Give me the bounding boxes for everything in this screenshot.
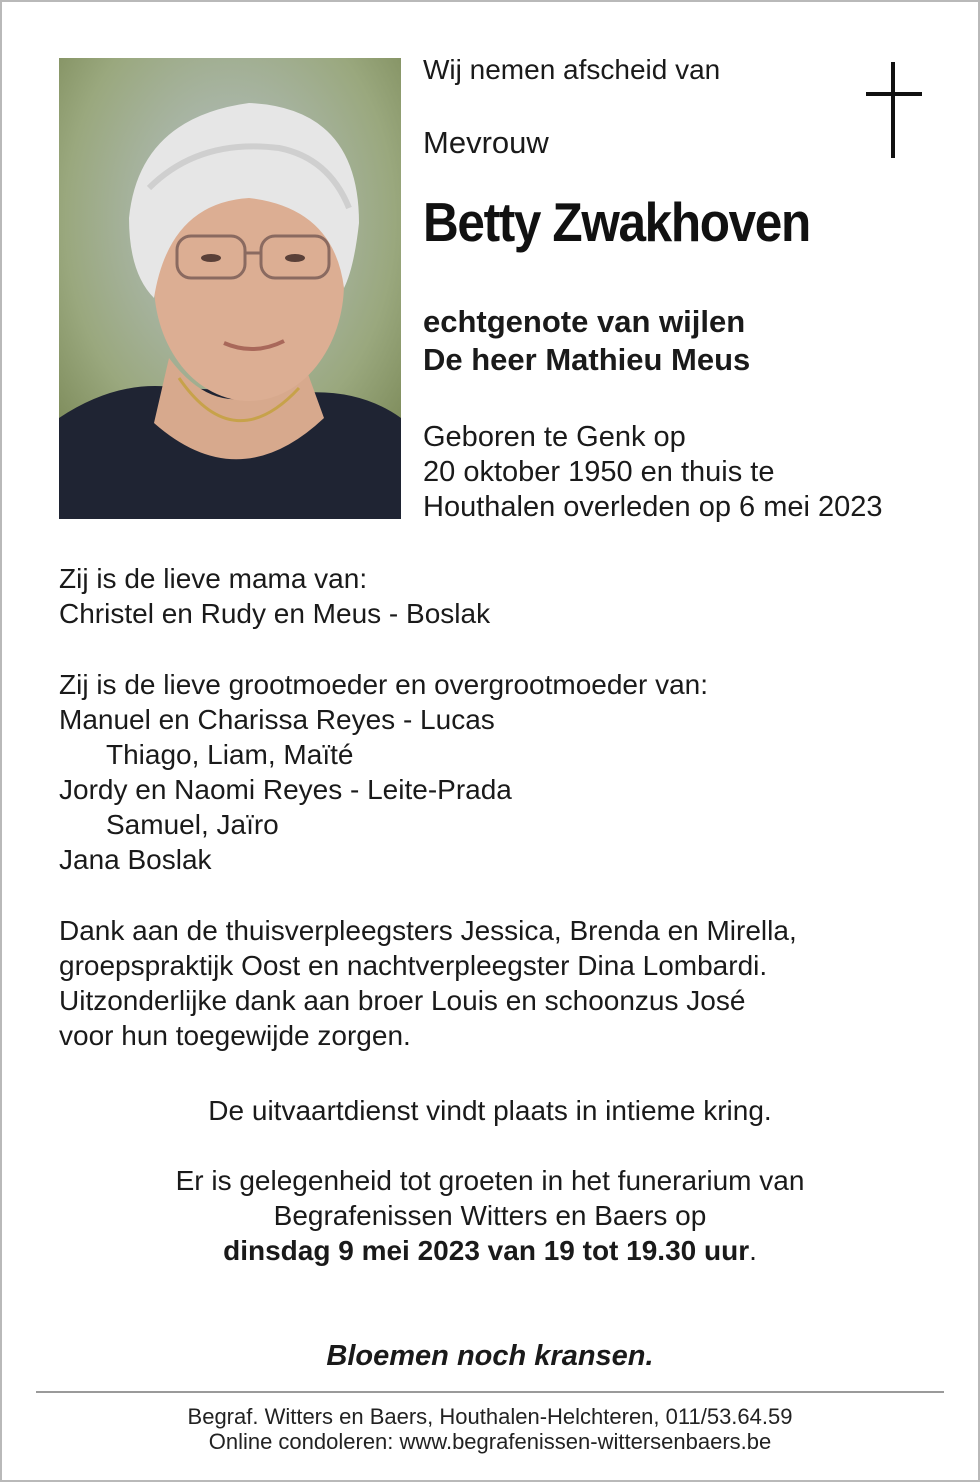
portrait-illustration bbox=[59, 58, 401, 519]
children-heading: Zij is de lieve mama van: bbox=[59, 563, 368, 594]
thanks-line: voor hun toegewijde zorgen. bbox=[59, 1020, 411, 1051]
spouse-name: De heer Mathieu Meus bbox=[423, 342, 751, 377]
footer-divider bbox=[36, 1391, 944, 1393]
deceased-name: Betty Zwakhoven bbox=[423, 191, 810, 253]
born-line: Houthalen overleden op 6 mei 2023 bbox=[423, 491, 883, 523]
list-item: Jana Boslak bbox=[59, 844, 212, 875]
portrait-photo bbox=[59, 58, 401, 519]
honorific: Mevrouw bbox=[423, 125, 549, 160]
grandchildren-block bbox=[59, 667, 708, 877]
thanks-line: Uitzonderlijke dank aan broer Louis en schoonzus José bbox=[59, 985, 746, 1016]
thanks-line: Dank aan de thuisverpleegsters Jessica, Brenda en Mirella, bbox=[59, 915, 797, 946]
visitation-line: Er is gelegenheid tot groeten in het funerarium van bbox=[175, 1165, 805, 1196]
visitation-block bbox=[0, 1163, 980, 1268]
thanks-block bbox=[59, 913, 797, 1053]
cross-icon bbox=[866, 62, 922, 158]
list-item: Thiago, Liam, Maïté bbox=[106, 739, 354, 770]
list-item: Manuel en Charissa Reyes - Lucas bbox=[59, 704, 495, 735]
born-line: 20 oktober 1950 en thuis te bbox=[423, 456, 775, 488]
visitation-line: Begrafenissen Witters en Baers op bbox=[273, 1200, 707, 1231]
list-item: Jordy en Naomi Reyes - Leite-Prada bbox=[59, 774, 512, 805]
spouse-block bbox=[423, 303, 750, 379]
children-block bbox=[59, 561, 490, 631]
funeral-home-contact: Begraf. Witters en Baers, Houthalen-Helchteren, 011/53.64.59 bbox=[187, 1404, 793, 1429]
flowers-note: Bloemen noch kransen. bbox=[326, 1340, 654, 1372]
born-line: Geboren te Genk op bbox=[423, 421, 686, 453]
birth-death-block bbox=[423, 420, 883, 525]
thanks-line: groepspraktijk Oost en nachtverpleegster Dina Lombardi. bbox=[59, 950, 768, 981]
condolence-link[interactable]: Online condoleren: www.begrafenissen-wittersenbaers.be bbox=[208, 1429, 772, 1454]
service-text: De uitvaartdienst vindt plaats in intieme kring. bbox=[208, 1095, 772, 1126]
visitation-period: . bbox=[749, 1235, 757, 1266]
footer bbox=[0, 1404, 980, 1454]
grandchildren-heading: Zij is de lieve grootmoeder en overgrootmoeder van: bbox=[59, 669, 709, 700]
visitation-date-line bbox=[0, 1233, 980, 1268]
intro-text: Wij nemen afscheid van bbox=[423, 54, 721, 85]
list-item: Samuel, Jaïro bbox=[106, 809, 279, 840]
spouse-line: echtgenote van wijlen bbox=[423, 304, 746, 339]
children-line: Christel en Rudy en Meus - Boslak bbox=[59, 598, 491, 629]
visitation-date: dinsdag 9 mei 2023 van 19 tot 19.30 uur bbox=[223, 1235, 750, 1266]
